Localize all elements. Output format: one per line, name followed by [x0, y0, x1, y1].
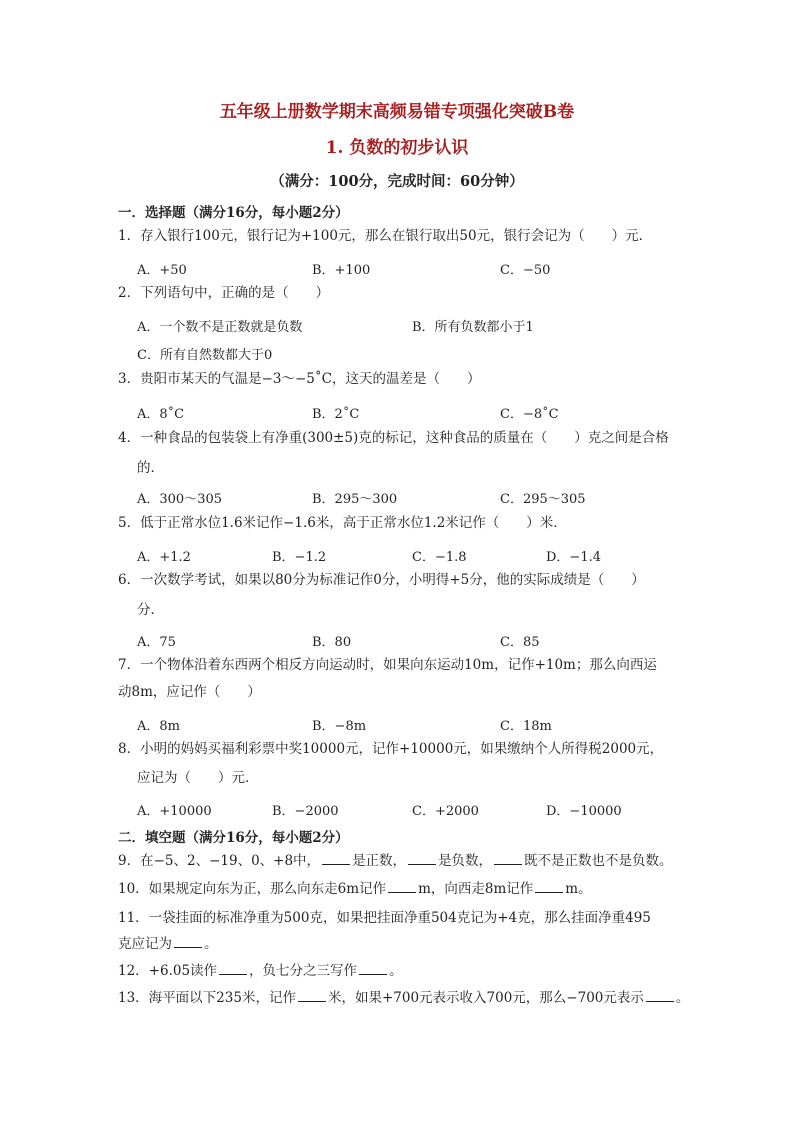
exam-note: （满分：100分，完成时间：60分钟） [270, 173, 524, 190]
option-c: C．+2000 [412, 804, 479, 819]
option-c: C．85 [500, 635, 540, 650]
answer-blank[interactable] [388, 880, 416, 893]
option-a: A．300～305 [137, 492, 223, 507]
option-c: C．−1.8 [412, 550, 467, 565]
fill-text: 13．海平面以下235米，记作 [118, 990, 296, 1006]
answer-blank[interactable] [298, 989, 326, 1002]
option-c: C．−8˚C [500, 407, 559, 422]
fill-text: m，向西走8m记作 [418, 881, 534, 897]
option-b: B．−8m [312, 719, 367, 734]
section-heading-fill: 二．填空题（满分16分，每小题2分） [118, 830, 349, 846]
answer-blank[interactable] [646, 989, 674, 1002]
fill-text: 米，如果+700元表示收入700元，那么−700元表示 [327, 990, 644, 1006]
option-c: C．所有自然数都大于0 [137, 348, 273, 363]
option-a: A．一个数不是正数就是负数 [137, 320, 303, 335]
answer-blank[interactable] [322, 852, 350, 865]
fill-question-cont [118, 931, 218, 958]
question-text-cont: 动8m，应记作（ ） [118, 684, 261, 700]
option-a: A．+50 [137, 263, 187, 278]
page-subtitle: 1. 负数的初步认识 [325, 138, 469, 158]
option-b: B．+100 [312, 263, 371, 278]
option-b: B．−1.2 [272, 550, 327, 565]
fill-question [118, 905, 651, 932]
option-b: B．−2000 [272, 804, 339, 819]
fill-text: m。 [565, 881, 592, 897]
fill-question [118, 876, 592, 903]
question-text: 8．小明的妈妈买福利彩票中奖10000元，记作+10000元，如果缴纳个人所得税2000元， [118, 741, 664, 757]
option-c: C．295～305 [500, 492, 586, 507]
answer-blank[interactable] [408, 852, 436, 865]
option-a: A．+1.2 [137, 550, 191, 565]
option-b: B．2˚C [312, 407, 360, 422]
option-b: B．295～300 [312, 492, 398, 507]
option-a: A．+10000 [137, 804, 212, 819]
option-d: D．−1.4 [546, 550, 601, 565]
question-text-cont: 应记为（ ）元． [137, 770, 259, 786]
question-text: 5．低于正常水位1.6米记作−1.6米，高于正常水位1.2米记作（ ）米． [118, 515, 567, 531]
option-d: D．−10000 [546, 804, 622, 819]
fill-text: 克应记为 [118, 936, 172, 952]
fill-text: 。 [204, 936, 218, 952]
question-text: 7．一个物体沿着东西两个相反方向运动时，如果向东运动10m，记作+10m；那么向西运 [118, 657, 657, 673]
page-title: 五年级上册数学期末高频易错专项强化突破B卷 [219, 102, 575, 122]
fill-text: ，负七分之三写作 [249, 963, 358, 979]
answer-blank[interactable] [219, 962, 247, 975]
answer-blank[interactable] [535, 880, 563, 893]
option-c: C．−50 [500, 263, 551, 278]
answer-blank[interactable] [494, 852, 522, 865]
fill-question [118, 958, 403, 985]
fill-question [118, 848, 673, 875]
fill-text: 11．一袋挂面的标准净重为500克，如果把挂面净重504克记为+4克，那么挂面净重495 [118, 910, 651, 926]
fill-text: 9．在−5、2、−19、0、+8中， [118, 853, 321, 869]
fill-text: 是负数， [438, 853, 493, 869]
question-text: 6．一次数学考试，如果以80分为标准记作0分，小明得+5分，他的实际成绩是（ ） [118, 572, 645, 588]
question-text-cont: 分． [137, 602, 164, 618]
question-text: 1．存入银行100元，银行记为+100元，那么在银行取出50元，银行会记为（ ）元． [118, 228, 653, 244]
option-c: C．18m [500, 719, 552, 734]
fill-text: 。 [675, 990, 690, 1006]
fill-text: 。 [389, 963, 403, 979]
option-a: A．8m [137, 719, 180, 734]
question-text: 2．下列语句中，正确的是（ ） [118, 285, 330, 301]
fill-text: 12．+6.05读作 [118, 963, 218, 979]
option-a: A．75 [137, 635, 176, 650]
section-heading-choice: 一．选择题（满分16分，每小题2分） [118, 205, 349, 221]
question-text-cont: 的． [137, 460, 164, 476]
fill-text: 是正数， [352, 853, 407, 869]
answer-blank[interactable] [359, 962, 387, 975]
answer-blank[interactable] [174, 935, 202, 948]
option-b: B．80 [312, 635, 352, 650]
option-b: B．所有负数都小于1 [412, 320, 534, 335]
option-a: A．8˚C [137, 407, 185, 422]
fill-question [118, 985, 689, 1012]
question-text: 4．一种食品的包装袋上有净重(300±5)克的标记，这种食品的质量在（ ）克之间是合格 [118, 430, 669, 446]
fill-text: 既不是正数也不是负数。 [524, 853, 673, 869]
question-text: 3．贵阳市某天的气温是−3～−5˚C，这天的温差是（ ） [118, 371, 481, 387]
fill-text: 10．如果规定向东为正，那么向东走6m记作 [118, 881, 387, 897]
